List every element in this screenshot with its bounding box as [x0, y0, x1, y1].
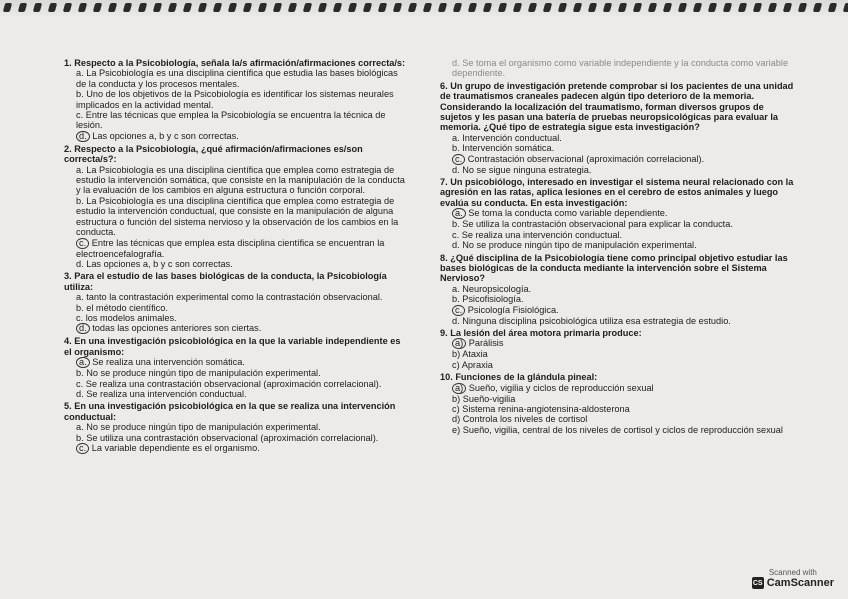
spiral-ring	[63, 3, 72, 12]
spiral-ring	[558, 3, 567, 12]
answer-option: b) Ataxia	[452, 349, 488, 360]
spiral-ring	[93, 3, 102, 12]
circled-answer-mark: d.	[76, 131, 90, 142]
spiral-ring	[543, 3, 552, 12]
answer-option: b) Sueño-vigilia	[452, 393, 516, 404]
answer-option: a. Intervención conductual.	[452, 132, 562, 143]
circled-answer-mark: c.	[452, 305, 465, 316]
spiral-ring	[633, 3, 642, 12]
answer-option: b. La Psicobiología es una disciplina científica que emplea como estrategia de estudio la intervención conductual, que consiste en la manipulación de alguna estructura o función del sistema nervioso y la observación de los cambios en la conducta.	[76, 195, 399, 238]
spiral-ring	[603, 3, 612, 12]
camscanner-logo-icon: CS	[752, 577, 764, 589]
spiral-ring	[153, 3, 162, 12]
answer-option: a. Neuropsicología.	[452, 283, 532, 294]
question-title: 2. Respecto a la Psicobiología, ¿qué afirmación/afirmaciones es/son correcta/s?:	[64, 143, 363, 165]
circled-answer-mark: c.	[76, 238, 89, 249]
spiral-ring	[573, 3, 582, 12]
answer-option: d. Las opciones a, b y c son correctas.	[76, 258, 233, 269]
spiral-ring	[618, 3, 627, 12]
question-block	[440, 177, 795, 252]
circled-answer-mark: a)	[452, 383, 466, 394]
answer-option: c. Entre las técnicas que emplea esta disciplina científica se encuentran la electroencefalografía.	[76, 237, 385, 259]
question-block	[440, 328, 795, 372]
circled-answer-mark: c.	[76, 443, 89, 454]
question-title: 7. Un psicobiólogo, interesado en investigar el sistema neural relacionado con la agresión en las ratas, aplica lesiones en el cerebro de estos animales y luego evalúa su conducta. En esta investigación:	[440, 177, 794, 208]
question-title: 8. ¿Qué disciplina de la Psicobiología tiene como principal objetivo estudiar las bases biológicas de la conducta mediante la intervención sobre el Sistema Nervioso?	[440, 252, 788, 284]
answer-option: a. No se produce ningún tipo de manipulación experimental.	[76, 422, 321, 433]
question-title: 10. Funciones de la glándula pineal:	[440, 372, 598, 383]
question-block	[64, 144, 409, 271]
answer-option: e) Sueño, vigilia, central de los niveles de cortisol y ciclos de reproducción sexual	[452, 424, 783, 435]
answer-option: d. Ninguna disciplina psicobiológica utiliza esa estrategia de estudio.	[452, 315, 731, 326]
spiral-ring	[18, 3, 27, 12]
answer-option: c. Se realiza una contrastación observacional (aproximación correlacional).	[76, 378, 382, 389]
spiral-ring	[528, 3, 537, 12]
scanner-watermark	[752, 568, 834, 589]
answer-option: a) Sueño, vigilia y ciclos de reproducción sexual	[452, 383, 795, 394]
scanner-brand-name: CamScanner	[766, 577, 834, 589]
answer-option: d. todas las opciones anteriores son ciertas.	[76, 323, 409, 334]
question-title: 9. La lesión del área motora primaria produce:	[440, 327, 642, 338]
spiral-ring	[123, 3, 132, 12]
answer-option: a. Se realiza una intervención somática.	[76, 357, 409, 368]
circled-answer-mark: d.	[76, 323, 90, 334]
spiral-ring	[753, 3, 762, 12]
question-block	[440, 58, 795, 81]
answer-option: c. Contrastación observacional (aproximación correlacional).	[452, 154, 795, 165]
spiral-ring	[138, 3, 147, 12]
answer-option: d. Se toma el organismo como variable independiente y la conducta como variable dependiente.	[452, 58, 789, 79]
answer-option: d. Se realiza una intervención conductual.	[76, 388, 247, 399]
spiral-ring	[108, 3, 117, 12]
spiral-ring	[423, 3, 432, 12]
spiral-ring	[648, 3, 657, 12]
answer-option: c) Sistema renina-angiotensina-aldosterona	[452, 403, 630, 414]
circled-answer-mark: c.	[452, 154, 465, 165]
spiral-ring	[438, 3, 447, 12]
spiral-ring	[243, 3, 252, 12]
answer-option: a. Se toma la conducta como variable dependiente.	[452, 208, 795, 219]
spiral-ring	[723, 3, 732, 12]
question-block	[440, 372, 795, 437]
circled-answer-mark: a.	[76, 357, 90, 368]
answer-option: c) Apraxia	[452, 359, 493, 370]
answer-option: a. La Psicobiología es una disciplina científica que estudia las bases biológicas de la conducta y los procesos mentales.	[76, 68, 398, 89]
spiral-ring	[183, 3, 192, 12]
question-title: 4. En una investigación psicobiológica en la que la variable independiente es el organismo:	[64, 336, 401, 357]
question-title: 5. En una investigación psicobiológica en la que se realiza una intervención conductual:	[64, 401, 396, 422]
answer-option: b. Uno de los objetivos de la Psicobiología es identificar los sistemas neurales implicados en la actividad mental.	[76, 89, 394, 110]
spiral-ring	[498, 3, 507, 12]
spiral-ring	[348, 3, 357, 12]
answer-option: d. No se sigue ninguna estrategia.	[452, 164, 592, 175]
answer-option: b. Psicofisiología.	[452, 294, 524, 305]
scanner-brand	[752, 577, 834, 589]
question-block	[64, 401, 409, 456]
question-title: 1. Respecto a la Psicobiología, señala la/s afirmación/afirmaciones correcta/s:	[64, 58, 406, 68]
spiral-ring	[213, 3, 222, 12]
spiral-ring	[783, 3, 792, 12]
right-column	[440, 58, 795, 437]
spiral-ring	[33, 3, 42, 12]
spiral-ring	[813, 3, 822, 12]
answer-option: a. tanto la contrastación experimental como la contrastación observacional.	[76, 292, 383, 303]
answer-option: b. Intervención somática.	[452, 143, 555, 154]
question-block	[64, 58, 409, 144]
notebook-spiral-binding	[0, 0, 848, 18]
spiral-ring	[168, 3, 177, 12]
answer-option: c. Entre las técnicas que emplea la Psicobiología se encuentra la técnica de lesión.	[76, 110, 386, 131]
answer-option: b. Se utiliza la contrastación observacional para explicar la conducta.	[452, 219, 733, 230]
spiral-ring	[768, 3, 777, 12]
answer-option: c. Psicología Fisiológica.	[452, 305, 795, 316]
spiral-ring	[303, 3, 312, 12]
spiral-ring	[468, 3, 477, 12]
spiral-ring	[258, 3, 267, 12]
answer-option: a) Parálisis	[452, 338, 795, 349]
spiral-ring	[798, 3, 807, 12]
question-title: 6. Un grupo de investigación pretende comprobar si los pacientes de una unidad de traumatismos craneales padecen algún tipo deterioro de la memoria. Considerando la localización del traumatismo, forman diversos grupos de sujetos y les pasan una batería de pruebas neuropsicológicas para evaluar la memoria. ¿Qué tipo de estrategia sigue esta investigación?	[440, 80, 794, 133]
left-column	[64, 58, 409, 456]
spiral-ring	[828, 3, 837, 12]
spiral-ring	[273, 3, 282, 12]
question-title: 3. Para el estudio de las bases biológicas de la conducta, la Psicobiología utiliza:	[64, 271, 387, 292]
spiral-ring	[678, 3, 687, 12]
spiral-ring	[78, 3, 87, 12]
question-block	[64, 336, 409, 401]
question-block	[440, 81, 795, 177]
spiral-ring	[3, 3, 12, 12]
spiral-ring	[363, 3, 372, 12]
spiral-ring	[228, 3, 237, 12]
spiral-ring	[588, 3, 597, 12]
question-block	[440, 253, 795, 328]
spiral-ring	[393, 3, 402, 12]
spiral-ring	[453, 3, 462, 12]
circled-answer-mark: a)	[452, 338, 466, 349]
spiral-ring	[513, 3, 522, 12]
spiral-ring	[708, 3, 717, 12]
answer-option: c. La variable dependiente es el organismo.	[76, 443, 409, 454]
spiral-ring	[663, 3, 672, 12]
spiral-ring	[318, 3, 327, 12]
scanned-page	[0, 18, 848, 599]
spiral-ring	[408, 3, 417, 12]
spiral-ring	[693, 3, 702, 12]
spiral-ring	[288, 3, 297, 12]
question-block	[64, 271, 409, 336]
answer-option: a. La Psicobiología es una disciplina científica que emplea como estrategia de estudio la intervención somática, que consiste en la manipulación de la conducta y la evaluación de los cambios en alguna estructura o función corporal.	[76, 164, 405, 196]
circled-answer-mark: a.	[452, 208, 466, 219]
answer-option: b. Se utiliza una contrastación observacional (aproximación correlacional).	[76, 432, 379, 443]
answer-option: c. los modelos animales.	[76, 312, 177, 323]
spiral-ring	[48, 3, 57, 12]
answer-option: d. No se produce ningún tipo de manipulación experimental.	[452, 240, 697, 251]
spiral-ring	[738, 3, 747, 12]
spiral-ring	[378, 3, 387, 12]
spiral-ring	[333, 3, 342, 12]
answer-option: d. Las opciones a, b y c son correctas.	[76, 131, 409, 142]
answer-option: b. No se produce ningún tipo de manipulación experimental.	[76, 368, 321, 379]
spiral-ring	[843, 3, 848, 12]
answer-option: d) Controla los niveles de cortisol	[452, 414, 588, 425]
answer-option: b. el método científico.	[76, 302, 168, 313]
spiral-ring	[198, 3, 207, 12]
spiral-ring	[483, 3, 492, 12]
answer-option: c. Se realiza una intervención conductual.	[452, 229, 623, 240]
scanner-caption: Scanned with	[768, 568, 817, 577]
